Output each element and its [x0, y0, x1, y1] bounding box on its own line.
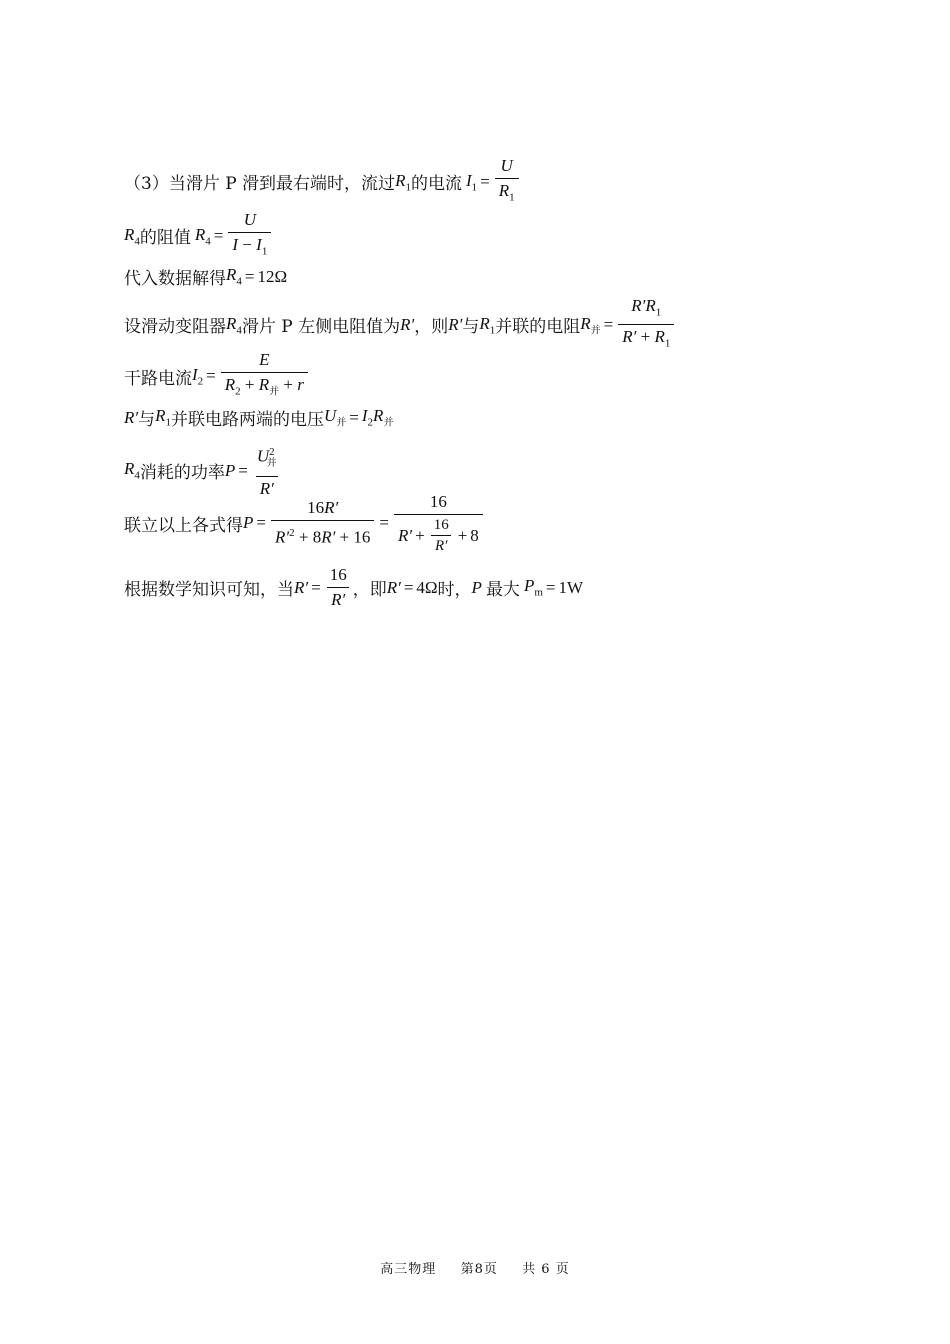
solution-line-9: 根据数学知识可知，当 R′ = $\frac{16}{R'}$ ，即 R′ = 4Ω 时， P 最大 $P_m$ = 1W [124, 565, 584, 609]
line-4-mid3: 与 [462, 317, 480, 338]
line-6-mid: 与 [138, 410, 156, 430]
line-1-mid: 的电流 [410, 174, 462, 195]
formula-i1: $\frac{U}{R_1}$ [495, 156, 519, 207]
page-footer [0, 1258, 950, 1277]
footer-page: 第8页 [460, 1262, 498, 1277]
r4-value: 12Ω [257, 266, 288, 286]
line-8-lead: 联立以上各式得 [124, 515, 243, 536]
solution-line-4: 设滑动变阻器 $R_4$ 滑片 P 左侧电阻值为 R′ ，则 R′ 与 $R_1$ 并联的电阻 $R_并$ = $\frac{R'R_1}{R' + R_1}$ [124, 296, 676, 354]
pm-value: 1W [558, 577, 584, 597]
line-9-tail: 最大 [485, 580, 520, 600]
formula-r-prime: $\frac{16}{R'}$ [326, 565, 351, 610]
solution-line-3: 代入数据解得 $R_4$ = 12Ω [124, 265, 288, 289]
formula-p-combined: $\frac{16R'}{R'^2 + 8R' + 16}$ [271, 498, 374, 548]
line-5-lead: 干路电流 [124, 368, 192, 389]
formula-r-parallel: $\frac{R'R_1}{R' + R_1}$ [618, 296, 674, 354]
line-4-mid: 滑片 P 左侧电阻值为 [241, 317, 401, 338]
line-9-mid2: 时， [437, 580, 472, 600]
formula-i2: $\frac{E}{R_2 + R_并 + r}$ [221, 350, 308, 402]
line-9-lead: 根据数学知识可知，当 [124, 580, 294, 600]
solution-line-2: $R_4$ 的阻值 $R_4$ = $\frac{U}{I - I_1}$ [124, 210, 273, 261]
solution-line-1: （3）当滑片 P 滑到最右端时，流过 $R_1$ 的电流 $I_1$ = $\frac{U}{R_1}$ [124, 156, 521, 207]
r-prime-value: 4Ω [416, 577, 438, 597]
line-9-mid: ，即 [352, 580, 387, 600]
line-2-lead: 的阻值 [139, 228, 191, 249]
line-7-lead: 消耗的功率 [139, 463, 225, 484]
solution-line-8: 联立以上各式得 P = $\frac{16R'}{R'^2 + 8R' + 16}$ = 16 R′ + $\frac{16}{R'}$ + 8 [124, 492, 485, 554]
line-6-tail: 并联电路两端的电压 [171, 410, 324, 430]
line-1-lead: （3）当滑片 P 滑到最右端时，流过 [124, 174, 396, 195]
footer-subject: 高三物理 [380, 1262, 437, 1277]
solution-line-5: 干路电流 $I_2$ = $\frac{E}{R_2 + R_并 + r}$ [124, 350, 310, 402]
formula-p: $\frac{U^2_并}{R'}$ [256, 446, 277, 499]
solution-line-6: R′ 与 $R_1$ 并联电路两端的电压 $U_并$ = $I_2R_并$ [124, 406, 394, 430]
footer-total: 共 6 页 [522, 1262, 570, 1277]
line-3-lead: 代入数据解得 [124, 269, 226, 289]
line-4-tail: 并联的电阻 [495, 317, 581, 338]
line-4-lead: 设滑动变阻器 [124, 317, 226, 338]
formula-p-simplified: 16 R′ + $\frac{16}{R'}$ + 8 [394, 492, 483, 554]
solution-line-7: $R_4$ 消耗的功率 P = $\frac{U^2_并}{R'}$ [124, 442, 283, 499]
line-4-mid2: ，则 [414, 317, 449, 338]
formula-r4: $\frac{U}{I - I_1}$ [228, 210, 271, 261]
